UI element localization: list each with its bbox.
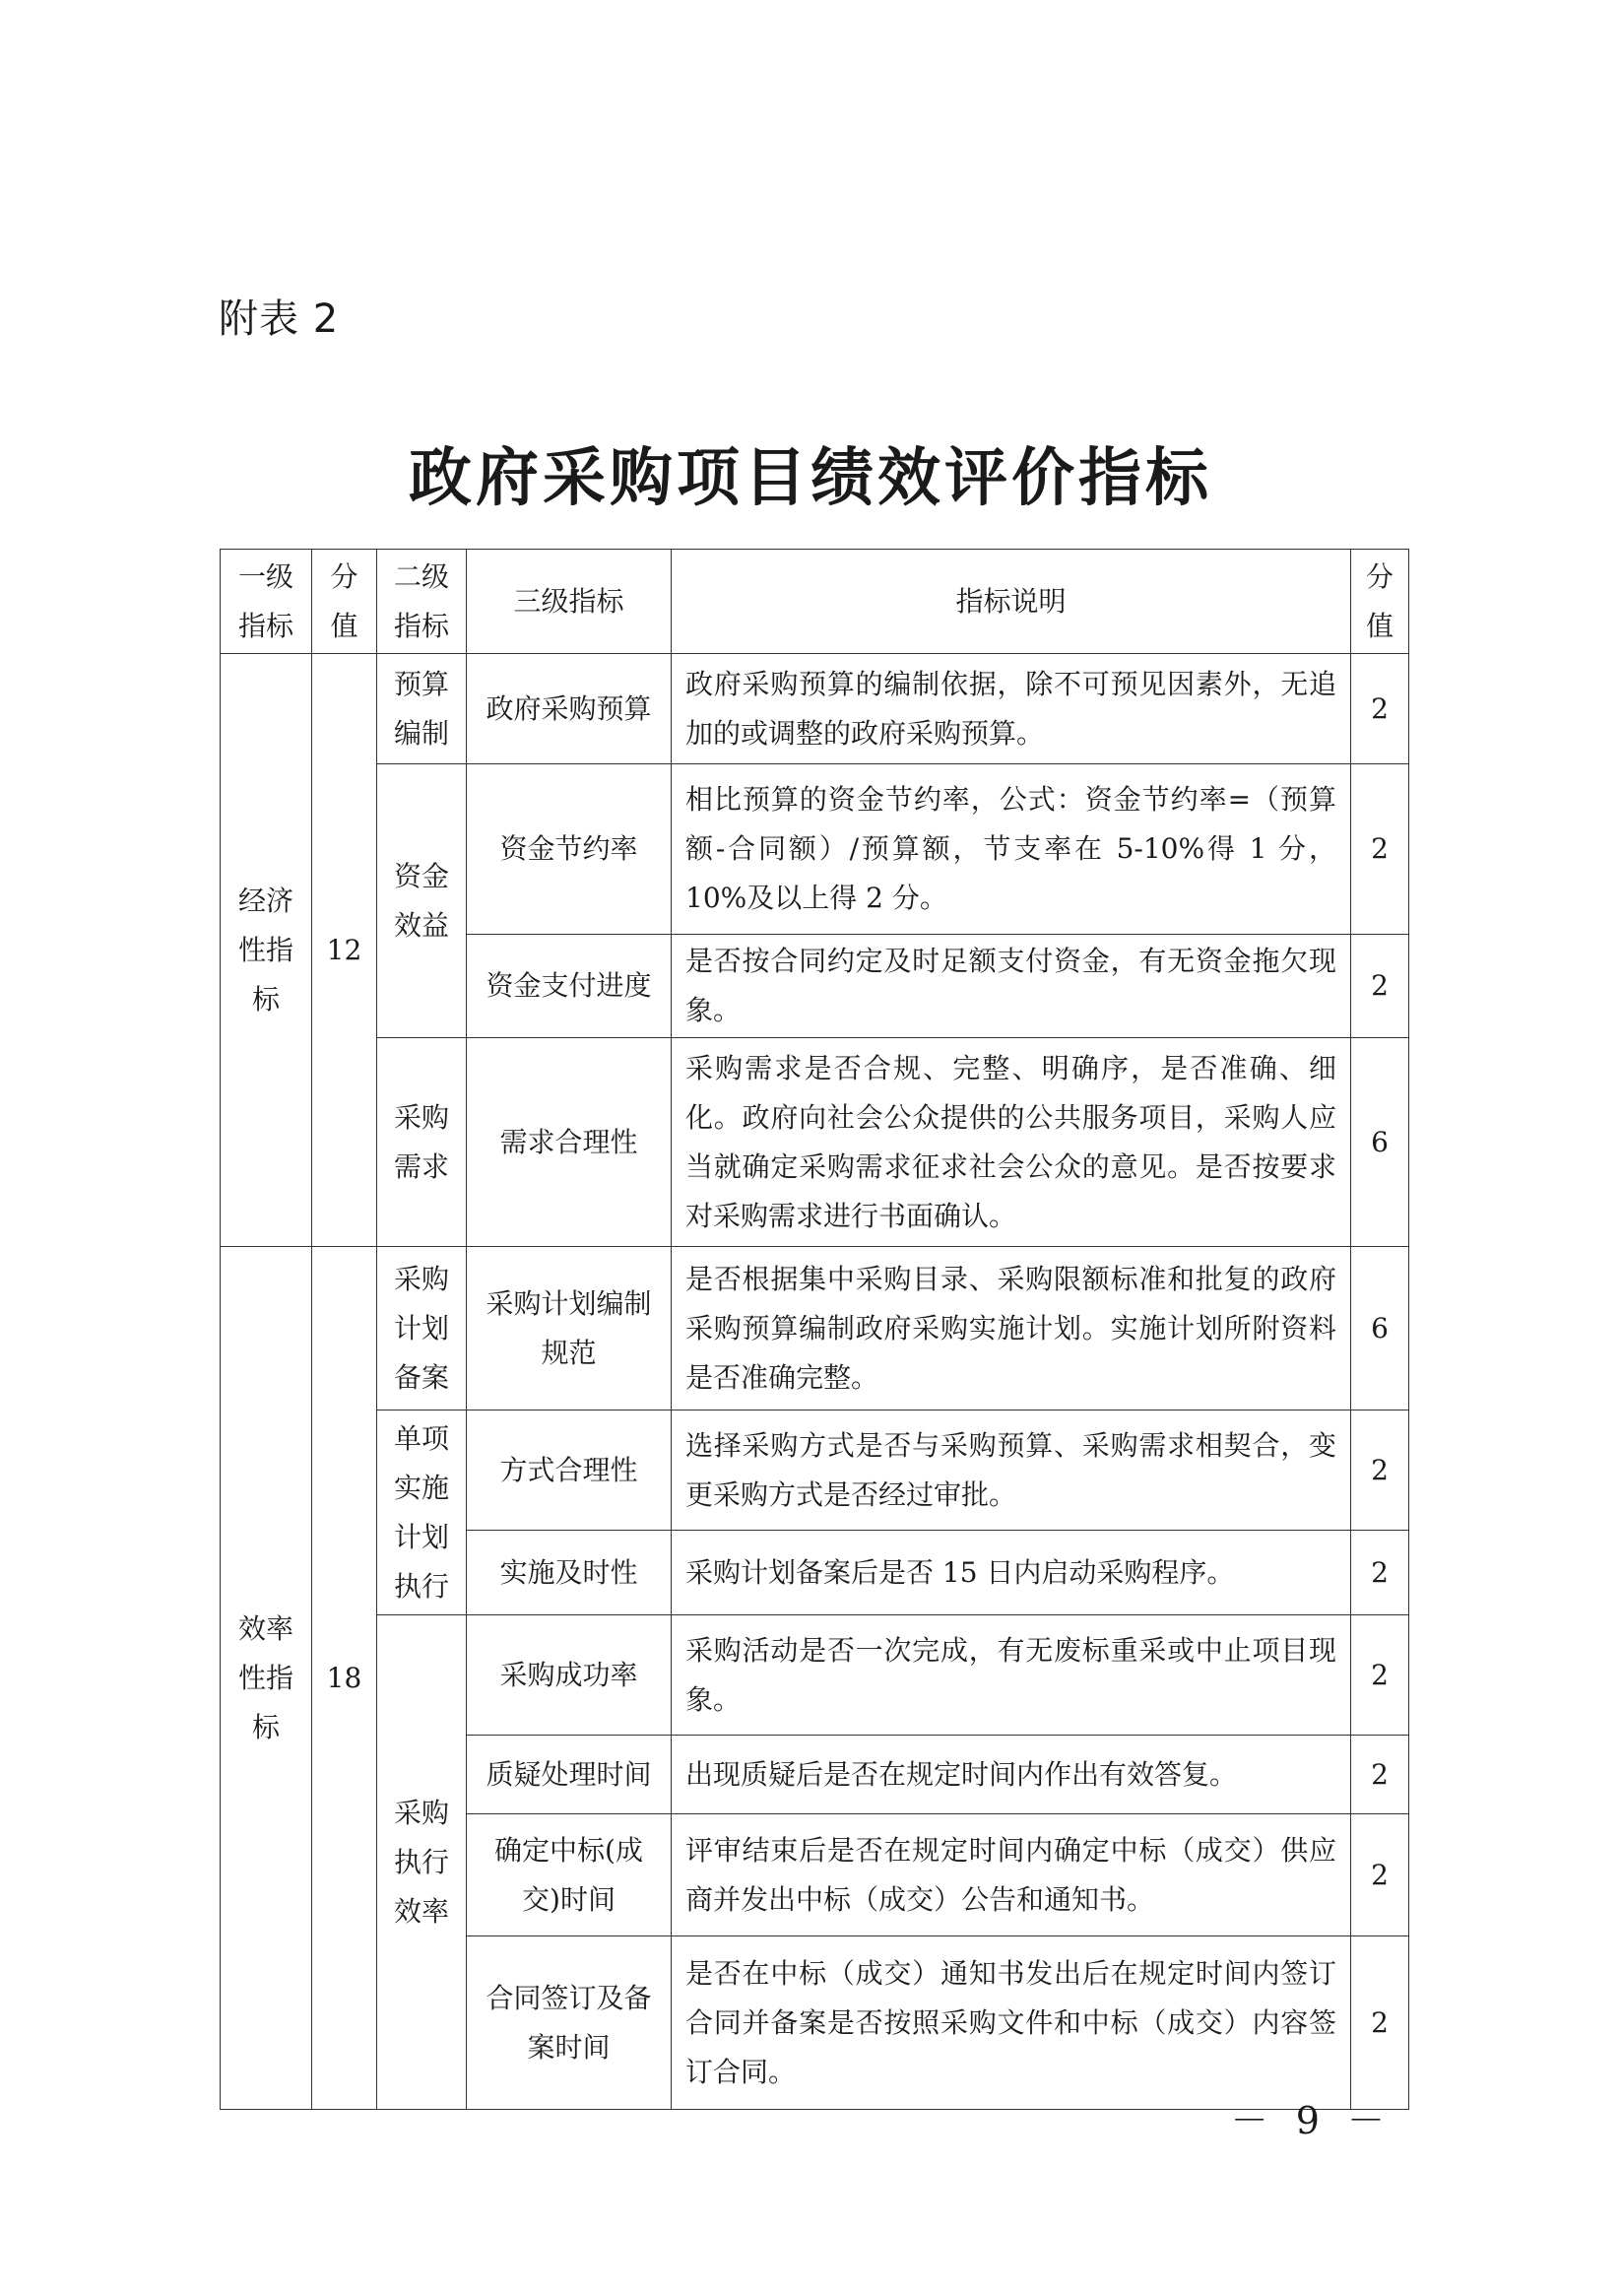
level1-cell: 效率性指标 bbox=[221, 1247, 312, 2110]
indicator-table bbox=[220, 549, 1409, 2110]
level3-cell: 资金节约率 bbox=[467, 764, 672, 935]
level2-cell: 采购需求 bbox=[377, 1038, 467, 1247]
header-level1: 一级指标 bbox=[221, 550, 312, 654]
level1-cell: 经济性指标 bbox=[221, 654, 312, 1247]
appendix-label: 附表 2 bbox=[219, 296, 340, 342]
score-cell: 6 bbox=[1351, 1038, 1409, 1247]
table-row bbox=[221, 1038, 1409, 1247]
score-cell: 2 bbox=[1351, 935, 1409, 1038]
level2-cell: 采购执行效率 bbox=[377, 1615, 467, 2110]
description-cell: 评审结束后是否在规定时间内确定中标（成交）供应商并发出中标（成交）公告和通知书。 bbox=[672, 1814, 1351, 1936]
level1-score-cell: 18 bbox=[312, 1247, 377, 2110]
level2-cell: 采购计划备案 bbox=[377, 1247, 467, 1410]
header-score: 分值 bbox=[1351, 550, 1409, 654]
description-cell: 是否根据集中采购目录、采购限额标准和批复的政府采购预算编制政府采购实施计划。实施计划所附资料是否准确完整。 bbox=[672, 1247, 1351, 1410]
level2-cell: 单项实施计划执行 bbox=[377, 1410, 467, 1615]
score-cell: 2 bbox=[1351, 764, 1409, 935]
table-row bbox=[221, 764, 1409, 935]
score-cell: 2 bbox=[1351, 1615, 1409, 1736]
description-cell: 采购计划备案后是否 15 日内启动采购程序。 bbox=[672, 1531, 1351, 1615]
level1-score-cell: 12 bbox=[312, 654, 377, 1247]
level3-cell: 采购计划编制规范 bbox=[467, 1247, 672, 1410]
table-row bbox=[221, 654, 1409, 764]
level3-cell: 质疑处理时间 bbox=[467, 1736, 672, 1814]
level3-cell: 需求合理性 bbox=[467, 1038, 672, 1247]
level3-cell: 方式合理性 bbox=[467, 1410, 672, 1531]
description-cell: 是否在中标（成交）通知书发出后在规定时间内签订合同并备案是否按照采购文件和中标（成交）内容签订合同。 bbox=[672, 1936, 1351, 2110]
header-level3: 三级指标 bbox=[467, 550, 672, 654]
score-cell: 2 bbox=[1351, 654, 1409, 764]
score-cell: 2 bbox=[1351, 1736, 1409, 1814]
table-row bbox=[221, 1410, 1409, 1531]
score-cell: 2 bbox=[1351, 1936, 1409, 2110]
header-description: 指标说明 bbox=[672, 550, 1351, 654]
level3-cell: 采购成功率 bbox=[467, 1615, 672, 1736]
table-row bbox=[221, 1615, 1409, 1736]
table-row bbox=[221, 1247, 1409, 1410]
table-header-row bbox=[221, 550, 1409, 654]
level3-cell: 资金支付进度 bbox=[467, 935, 672, 1038]
description-cell: 相比预算的资金节约率，公式：资金节约率=（预算额-合同额）/预算额，节支率在 5-10%得 1 分，10%及以上得 2 分。 bbox=[672, 764, 1351, 935]
level3-cell: 合同签订及备案时间 bbox=[467, 1936, 672, 2110]
score-cell: 2 bbox=[1351, 1410, 1409, 1531]
description-cell: 采购需求是否合规、完整、明确序，是否准确、细化。政府向社会公众提供的公共服务项目，采购人应当就确定采购需求征求社会公众的意见。是否按要求对采购需求进行书面确认。 bbox=[672, 1038, 1351, 1247]
level3-cell: 政府采购预算 bbox=[467, 654, 672, 764]
document-title: 政府采购项目绩效评价指标 bbox=[409, 441, 1212, 515]
level3-cell: 确定中标(成交)时间 bbox=[467, 1814, 672, 1936]
description-cell: 选择采购方式是否与采购预算、采购需求相契合，变更采购方式是否经过审批。 bbox=[672, 1410, 1351, 1531]
level2-cell: 资金效益 bbox=[377, 764, 467, 1038]
score-cell: 2 bbox=[1351, 1531, 1409, 1615]
score-cell: 2 bbox=[1351, 1814, 1409, 1936]
description-cell: 采购活动是否一次完成，有无废标重采或中止项目现象。 bbox=[672, 1615, 1351, 1736]
level3-cell: 实施及时性 bbox=[467, 1531, 672, 1615]
description-cell: 政府采购预算的编制依据，除不可预见因素外，无追加的或调整的政府采购预算。 bbox=[672, 654, 1351, 764]
header-score1: 分值 bbox=[312, 550, 377, 654]
level2-cell: 预算编制 bbox=[377, 654, 467, 764]
description-cell: 是否按合同约定及时足额支付资金，有无资金拖欠现象。 bbox=[672, 935, 1351, 1038]
header-level2: 二级指标 bbox=[377, 550, 467, 654]
page-number: － 9 － bbox=[1230, 2099, 1393, 2142]
score-cell: 6 bbox=[1351, 1247, 1409, 1410]
description-cell: 出现质疑后是否在规定时间内作出有效答复。 bbox=[672, 1736, 1351, 1814]
